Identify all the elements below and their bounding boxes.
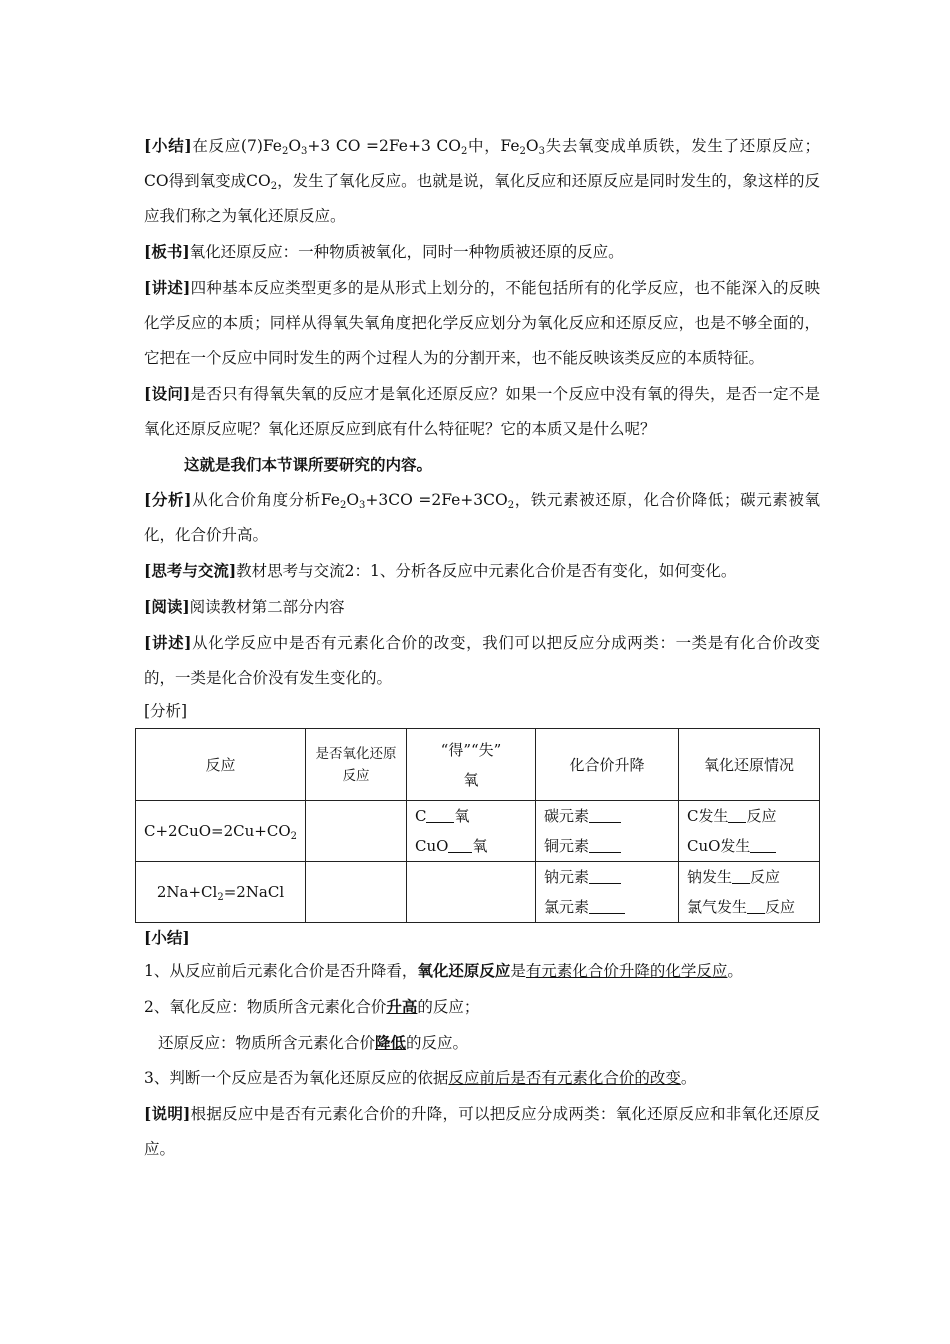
answer-blank[interactable] (747, 899, 765, 914)
oxygen-cell: C 氧 CuO 氧 (407, 801, 536, 862)
summary-paragraph: [小结]在反应$(7)Fe_2O_3+3$ CO =2Fe+3 $CO_2$中，$Fe_2O_3$失去氧变成单质铁，发生了还原反应；CO得到氧变成$CO_2$，发生了氧化反应。也就是说，氧化反应和还原反应是同时发生的，象这样的反应我们称之为氧化还原反应。 (144, 136, 820, 225)
answer-blank[interactable] (589, 899, 625, 914)
reaction-cell: $C+2CuO=2Cu+CO_2$ (136, 801, 306, 862)
answer-blank[interactable] (448, 838, 472, 853)
header-is-redox: 是否氧化还原反应 (306, 729, 407, 801)
document-page (144, 128, 820, 1167)
explain2-paragraph: [讲述]从化学反应中是否有元素化合价的改变，我们可以把反应分成两类：一类是有化合价改变的，一类是化合价没有发生变化的。 (144, 633, 820, 687)
explain-paragraph: [讲述]四种基本反应类型更多的是从形式上划分的，不能包括所有的化学反应，也不能深入的反映化学反应的本质；同样从得氧失氧角度把化学反应划分为氧化反应和还原反应，也是不够全面的，它把在一个反应中同时发生的两个过程人为的分割开来，也不能反映该类反应的本质特征。 (144, 278, 820, 367)
board-paragraph: [板书]氧化还原反应：一种物质被氧化，同时一种物质被还原的反应。 (144, 242, 624, 261)
valence-cell: 碳元素 铜元素 (536, 801, 679, 862)
redox-table (135, 728, 820, 923)
redox-cell: C发生 反应 CuO发生 (679, 801, 820, 862)
header-reaction: 反应 (136, 729, 306, 801)
answer-blank[interactable] (589, 808, 621, 823)
answer-blank[interactable] (589, 838, 621, 853)
answer-blank[interactable] (426, 808, 454, 823)
table-row (136, 801, 820, 862)
summary2-line4: 3、判断一个反应是否为氧化还原反应的依据反应前后是否有元素化合价的改变。 (144, 1069, 697, 1087)
redox-cell: 钠发生 反应 氯气发生 反应 (679, 862, 820, 923)
summary2-line2: 2、氧化反应：物质所含元素化合价升高的反应； (144, 997, 480, 1016)
answer-blank[interactable] (732, 869, 750, 884)
header-valence: 化合价升降 (536, 729, 679, 801)
note-paragraph: [说明]根据反应中是否有元素化合价的升降，可以把反应分成两类：氧化还原反应和非氧化还原反应。 (144, 1104, 820, 1158)
read-paragraph: [阅读]阅读教材第二部分内容 (144, 597, 345, 616)
header-oxygen: “得”“失” 氧 (407, 729, 536, 801)
blank-cell (306, 862, 407, 923)
answer-blank[interactable] (589, 869, 621, 884)
answer-blank[interactable] (728, 808, 746, 823)
table-header-row (136, 729, 820, 801)
table-row (136, 862, 820, 923)
summary2-line1: 1、从反应前后元素化合价是否升降看，氧化还原反应是有元素化合价升降的化学反应。 (144, 961, 743, 980)
blank-cell (306, 801, 407, 862)
analysis-paragraph: [分析]从化合价角度分析$Fe_2O_3+3CO =2Fe+3CO_2$，铁元素被还原，化合价降低；碳元素被氧化，化合价升高。 (144, 490, 820, 544)
blank-cell (407, 862, 536, 923)
topic-line: 这就是我们本节课所要研究的内容。 (184, 455, 433, 474)
valence-cell: 钠元素 氯元素 (536, 862, 679, 923)
header-redox-status: 氧化还原情况 (679, 729, 820, 801)
summary2-line3: 还原反应：物质所含元素化合价降低的反应。 (158, 1033, 469, 1052)
tag-summary: [小结] (144, 136, 192, 155)
analysis2-label: [分析] (144, 702, 188, 720)
summary2-label: [小结] (144, 928, 190, 947)
question-paragraph: [设问]是否只有得氧失氧的反应才是氧化还原反应？如果一个反应中没有氧的得失，是否一定不是氧化还原反应呢？氧化还原反应到底有什么特征呢？它的本质又是什么呢？ (144, 384, 820, 438)
think-paragraph: [思考与交流]教材思考与交流2：1、分析各反应中元素化合价是否有变化，如何变化。 (144, 561, 737, 580)
reaction-cell: $2Na+Cl_2=2NaCl$ (136, 862, 306, 923)
answer-blank[interactable] (750, 838, 776, 853)
